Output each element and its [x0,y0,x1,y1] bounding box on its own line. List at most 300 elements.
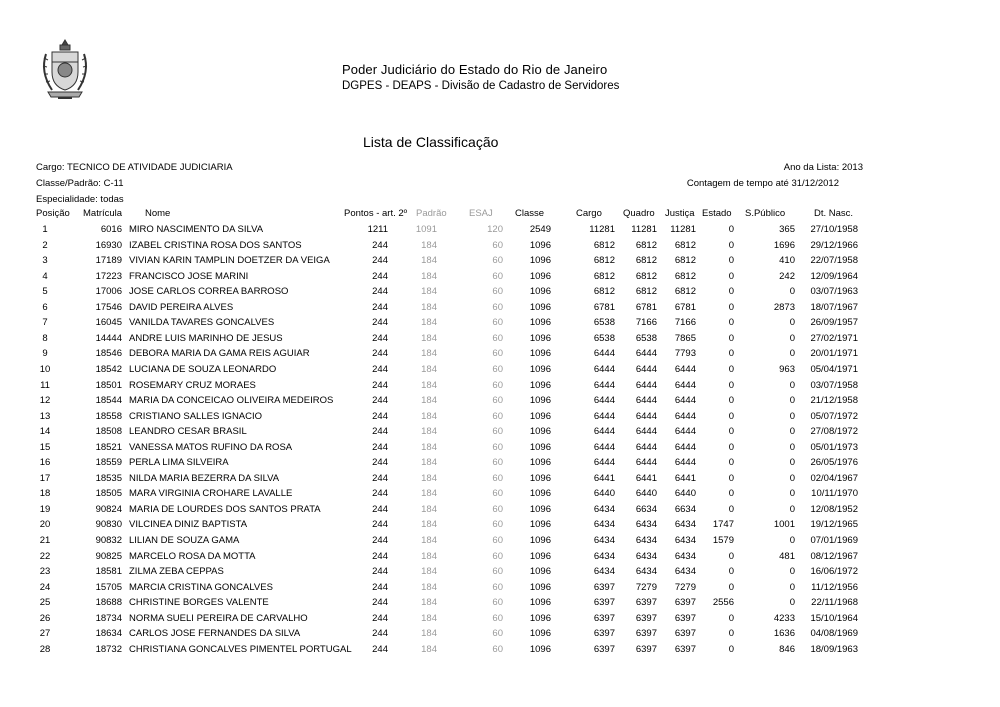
cell-padrao: 184 [421,597,437,609]
cell-esaj: 60 [492,597,503,609]
table-row [0,457,1000,473]
cell-estado: 0 [728,286,734,298]
cell-dtnasc: 05/04/1971 [810,363,858,375]
cell-estado: 0 [728,348,734,360]
cell-posicao: 7 [42,317,48,329]
cell-padrao: 184 [421,566,437,578]
cell-classe: 1096 [529,286,551,298]
cell-nome: MARA VIRGINIA CROHARE LAVALLE [129,488,293,500]
cell-justica: 6812 [674,255,696,267]
cell-justica: 6444 [674,410,696,422]
col-header-justica: Justiça [665,208,695,219]
col-header-pontos: Pontos - art. 2º [344,208,408,219]
cell-esaj: 60 [492,239,503,251]
cell-dtnasc: 21/12/1958 [810,395,858,407]
table-row [0,582,1000,598]
cell-esaj: 60 [492,566,503,578]
cell-nome: DEBORA MARIA DA GAMA REIS AGUIAR [129,348,310,360]
cell-cargo: 6444 [593,395,615,407]
cell-padrao: 184 [421,395,437,407]
cell-matricula: 90830 [95,519,122,531]
cell-matricula: 18535 [95,472,122,484]
cell-nome: NORMA SUELI PEREIRA DE CARVALHO [129,612,308,624]
cell-cargo: 6444 [593,426,615,438]
table-row [0,411,1000,427]
cell-quadro: 7279 [635,581,657,593]
table-row [0,302,1000,318]
cell-padrao: 184 [421,612,437,624]
cell-esaj: 60 [492,332,503,344]
cell-esaj: 60 [492,270,503,282]
cell-matricula: 90832 [95,535,122,546]
cell-posicao: 15 [39,441,51,453]
table-row [0,473,1000,489]
cell-justica: 6397 [674,643,696,655]
cell-dtnasc: 05/07/1972 [810,410,858,422]
cell-nome: MARIA DE LOURDES DOS SANTOS PRATA [129,503,321,515]
cell-padrao: 184 [421,379,437,391]
cell-dtnasc: 12/08/1952 [810,503,858,515]
cell-quadro: 6434 [635,566,657,578]
cell-estado: 0 [728,472,734,484]
cell-cargo: 6444 [593,363,615,375]
cell-estado: 0 [728,224,734,235]
cell-padrao: 184 [421,410,437,422]
cell-nome: VANILDA TAVARES GONCALVES [129,317,275,329]
cell-justica: 6444 [674,395,696,407]
cell-nome: JOSE CARLOS CORREA BARROSO [129,286,289,298]
cell-spublico: 963 [779,363,795,375]
table-row [0,442,1000,458]
cell-padrao: 184 [421,363,437,375]
cell-matricula: 90825 [95,550,122,562]
cell-spublico: 0 [789,566,795,578]
especialidade-label: Especialidade: todas [36,194,124,205]
cell-posicao: 18 [39,488,51,500]
cell-quadro: 6812 [635,239,657,251]
cell-quadro: 6812 [635,286,657,298]
cell-posicao: 23 [39,566,51,578]
cell-padrao: 184 [421,441,437,453]
cell-justica: 6440 [674,488,696,500]
cell-nome: ZILMA ZEBA CEPPAS [129,566,224,578]
cell-pontos: 244 [372,363,388,375]
cell-nome: LEANDRO CESAR BRASIL [129,426,247,438]
cell-pontos: 244 [372,255,388,267]
cell-classe: 1096 [529,643,551,655]
cell-justica: 6397 [674,612,696,624]
col-header-quadro: Quadro [623,208,655,219]
cell-pontos: 244 [372,643,388,655]
cell-estado: 0 [728,488,734,500]
cell-pontos: 244 [372,441,388,453]
cell-cargo: 6444 [593,441,615,453]
cell-matricula: 16045 [95,317,122,329]
cell-nome: NILDA MARIA BEZERRA DA SILVA [129,472,280,484]
cell-pontos: 244 [372,628,388,640]
table-row [0,364,1000,380]
cell-posicao: 28 [39,643,51,655]
cell-posicao: 25 [39,597,51,609]
cell-cargo: 6444 [593,379,615,391]
cell-justica: 7865 [674,332,696,344]
cell-classe: 1096 [529,519,551,531]
cell-justica: 6434 [674,535,696,546]
col-header-spublico: S.Público [745,208,786,219]
cell-posicao: 11 [40,379,50,391]
cell-pontos: 244 [372,472,388,484]
cell-cargo: 6434 [593,566,615,578]
cell-pontos: 244 [372,597,388,609]
cell-pontos: 244 [372,395,388,407]
cell-dtnasc: 18/09/1963 [810,643,858,655]
cell-pontos: 244 [372,426,388,438]
cell-estado: 0 [728,332,734,344]
cell-classe: 1096 [529,628,551,640]
cell-spublico: 0 [789,317,795,329]
cell-justica: 6434 [674,519,696,531]
cell-matricula: 18558 [95,410,122,422]
cell-estado: 0 [728,581,734,593]
cell-padrao: 184 [421,239,437,251]
col-header-dtnasc: Dt. Nasc. [814,208,854,219]
cell-quadro: 6812 [635,255,657,267]
table-row [0,597,1000,613]
cell-quadro: 6444 [635,348,657,360]
cell-justica: 6444 [674,363,696,375]
cell-cargo: 6812 [593,270,615,282]
cell-quadro: 6538 [635,332,657,344]
cell-dtnasc: 19/12/1965 [810,519,858,531]
coat-of-arms-logo [36,36,94,104]
table-row [0,380,1000,396]
cell-estado: 0 [728,441,734,453]
cell-posicao: 24 [39,581,51,593]
cell-matricula: 15705 [95,581,122,593]
cell-classe: 1096 [529,255,551,267]
cell-pontos: 244 [372,457,388,469]
cell-pontos: 244 [372,348,388,360]
cell-matricula: 14444 [95,332,122,344]
table-row [0,271,1000,287]
cell-padrao: 184 [421,332,437,344]
cell-classe: 1096 [529,612,551,624]
cell-matricula: 18508 [95,426,122,438]
cell-justica: 6434 [674,550,696,562]
cell-nome: FRANCISCO JOSE MARINI [129,270,249,282]
cell-cargo: 6397 [593,581,615,593]
cell-dtnasc: 03/07/1963 [810,286,858,298]
cell-pontos: 244 [372,519,388,531]
cell-cargo: 6444 [593,348,615,360]
col-header-padrao: Padrão [416,208,447,219]
cell-matricula: 18505 [95,488,122,500]
cell-posicao: 17 [39,472,51,484]
cell-dtnasc: 18/07/1967 [810,301,858,313]
list-year: Ano da Lista: 2013 [783,162,863,173]
cell-quadro: 6434 [635,535,657,546]
cell-estado: 0 [728,410,734,422]
cell-spublico: 2873 [773,301,795,313]
cell-estado: 0 [728,566,734,578]
cell-cargo: 6812 [593,239,615,251]
cell-classe: 1096 [529,363,551,375]
cell-dtnasc: 29/12/1966 [810,239,858,251]
cell-classe: 1096 [529,426,551,438]
cell-classe: 1096 [529,317,551,329]
cell-dtnasc: 10/11/1970 [811,488,858,500]
department-name: DGPES - DEAPS - Divisão de Cadastro de Servidores [342,80,620,92]
cell-justica: 6812 [674,239,696,251]
cell-justica: 6397 [674,597,696,609]
cell-padrao: 184 [421,643,437,655]
cell-posicao: 9 [42,348,48,360]
cell-quadro: 6397 [635,643,657,655]
col-header-esaj: ESAJ [469,208,493,219]
table-row [0,426,1000,442]
cell-spublico: 0 [789,379,795,391]
cell-esaj: 60 [492,410,503,422]
cell-quadro: 6444 [635,395,657,407]
cell-justica: 6444 [674,379,696,391]
cell-estado: 0 [728,426,734,438]
cell-esaj: 60 [492,301,503,313]
cell-pontos: 244 [372,270,388,282]
table-row [0,255,1000,271]
cell-dtnasc: 27/08/1972 [810,426,858,438]
cell-nome: VILCINEA DINIZ BAPTISTA [129,519,248,531]
cell-posicao: 6 [42,301,48,313]
cell-quadro: 6397 [635,597,657,609]
cell-spublico: 846 [779,643,795,655]
cell-estado: 0 [728,395,734,407]
cell-cargo: 6441 [593,472,615,484]
cell-dtnasc: 08/12/1967 [810,550,858,562]
cell-spublico: 0 [789,457,795,469]
cell-estado: 0 [728,628,734,640]
cell-pontos: 244 [372,301,388,313]
cell-classe: 1096 [529,503,551,515]
cell-posicao: 13 [39,410,51,422]
cell-classe: 1096 [529,535,551,546]
cell-padrao: 184 [421,472,437,484]
cell-dtnasc: 11/12/1956 [811,581,858,593]
cell-estado: 0 [728,643,734,655]
cell-esaj: 60 [492,457,503,469]
cell-estado: 0 [728,612,734,624]
cell-pontos: 244 [372,612,388,624]
cell-pontos: 244 [372,581,388,593]
cell-classe: 1096 [529,270,551,282]
cell-cargo: 6538 [593,317,615,329]
cell-pontos: 244 [372,566,388,578]
cell-posicao: 5 [42,286,48,298]
cell-matricula: 18688 [95,597,122,609]
cell-padrao: 184 [421,301,437,313]
cell-pontos: 244 [372,488,388,500]
cell-padrao: 184 [421,535,437,546]
cell-pontos: 244 [372,286,388,298]
cell-classe: 1096 [529,395,551,407]
cell-dtnasc: 16/06/1972 [810,566,858,578]
cell-classe: 1096 [529,597,551,609]
cell-posicao: 10 [39,363,51,375]
cell-dtnasc: 22/11/1968 [811,597,858,609]
cell-dtnasc: 26/05/1976 [810,457,858,469]
cell-pontos: 244 [372,410,388,422]
cell-nome: DAVID PEREIRA ALVES [129,301,234,313]
cell-padrao: 184 [421,550,437,562]
cell-esaj: 60 [492,488,503,500]
cell-padrao: 184 [421,255,437,267]
table-row [0,395,1000,411]
cell-cargo: 6397 [593,628,615,640]
cell-nome: MIRO NASCIMENTO DA SILVA [129,224,264,235]
cell-matricula: 18542 [95,363,122,375]
cell-estado: 0 [728,239,734,251]
cell-nome: MARCELO ROSA DA MOTTA [129,550,256,562]
cell-esaj: 60 [492,348,503,360]
cell-estado: 0 [728,255,734,267]
organization-name: Poder Judiciário do Estado do Rio de Janeiro [342,62,608,77]
cell-cargo: 6444 [593,457,615,469]
cell-dtnasc: 04/08/1969 [810,628,858,640]
cell-padrao: 184 [421,628,437,640]
cell-cargo: 6434 [593,503,615,515]
cell-spublico: 0 [789,426,795,438]
cell-posicao: 19 [39,503,51,515]
cell-justica: 6434 [674,566,696,578]
cell-padrao: 184 [421,286,437,298]
col-header-classe: Classe [515,208,545,219]
cell-quadro: 6812 [635,270,657,282]
cell-matricula: 18501 [95,379,122,391]
cell-dtnasc: 07/01/1969 [810,535,858,546]
cell-dtnasc: 03/07/1958 [810,379,858,391]
cell-quadro: 6781 [635,301,657,313]
cell-cargo: 6397 [593,612,615,624]
cell-esaj: 60 [492,519,503,531]
cell-esaj: 60 [492,612,503,624]
cell-estado: 0 [728,317,734,329]
cell-justica: 7793 [674,348,696,360]
cell-quadro: 6444 [635,457,657,469]
cell-matricula: 17006 [95,286,122,298]
cell-padrao: 1091 [415,224,437,235]
cell-quadro: 6440 [635,488,657,500]
cell-matricula: 16930 [95,239,122,251]
cell-cargo: 6781 [593,301,615,313]
cell-estado: 0 [728,270,734,282]
cell-spublico: 1636 [773,628,795,640]
cell-esaj: 60 [492,643,503,655]
cell-posicao: 2 [42,239,48,251]
cell-spublico: 4233 [773,612,795,624]
cell-nome: ANDRE LUIS MARINHO DE JESUS [129,332,283,344]
cell-quadro: 11281 [631,224,657,235]
cell-classe: 1096 [529,472,551,484]
page-title: Lista de Classificação [363,134,499,150]
cell-justica: 7279 [674,581,696,593]
cell-padrao: 184 [421,348,437,360]
cell-pontos: 244 [372,332,388,344]
cell-cargo: 6434 [593,535,615,546]
cell-esaj: 60 [492,441,503,453]
cell-dtnasc: 05/01/1973 [810,441,858,453]
cell-padrao: 184 [421,317,437,329]
cell-posicao: 14 [39,426,51,438]
cell-dtnasc: 12/09/1964 [810,270,858,282]
cell-justica: 6444 [674,426,696,438]
cell-quadro: 6444 [635,410,657,422]
cell-posicao: 20 [39,519,51,531]
cell-justica: 6812 [674,270,696,282]
cell-estado: 0 [728,457,734,469]
cell-spublico: 0 [789,472,795,484]
cell-dtnasc: 20/01/1971 [810,348,858,360]
cell-esaj: 60 [492,379,503,391]
cell-matricula: 90824 [95,503,122,515]
cell-cargo: 6538 [593,332,615,344]
cell-quadro: 6444 [635,441,657,453]
table-row [0,286,1000,302]
cell-matricula: 18521 [95,441,122,453]
table-row [0,240,1000,256]
table-row [0,519,1000,535]
table-header [0,208,1000,224]
cell-spublico: 0 [789,348,795,360]
cell-justica: 6812 [674,286,696,298]
cell-dtnasc: 27/02/1971 [810,332,858,344]
cell-esaj: 60 [492,255,503,267]
cell-posicao: 3 [42,255,48,267]
cargo-label: Cargo: TECNICO DE ATIVIDADE JUDICIARIA [36,162,233,173]
cell-spublico: 0 [789,332,795,344]
cell-nome: PERLA LIMA SILVEIRA [129,457,229,469]
cell-spublico: 0 [789,503,795,515]
cell-estado: 0 [728,503,734,515]
cell-justica: 11281 [670,224,696,235]
cell-quadro: 6634 [635,503,657,515]
cell-matricula: 18559 [95,457,122,469]
cell-esaj: 60 [492,581,503,593]
cell-esaj: 120 [487,224,503,235]
table-row [0,644,1000,660]
cell-pontos: 244 [372,239,388,251]
cell-posicao: 16 [39,457,51,469]
cell-matricula: 18734 [95,612,122,624]
cell-nome: CHRISTIANA GONCALVES PIMENTEL PORTUGAL [129,643,352,655]
table-row [0,613,1000,629]
cell-padrao: 184 [421,488,437,500]
table-row [0,488,1000,504]
cell-matricula: 18732 [95,643,122,655]
cell-pontos: 1211 [367,224,388,235]
cell-estado: 1579 [712,535,734,546]
cell-matricula: 18634 [95,628,122,640]
cell-spublico: 0 [789,286,795,298]
table-row [0,224,1000,240]
cell-estado: 2556 [712,597,734,609]
cell-classe: 1096 [529,410,551,422]
cell-classe: 2549 [529,224,551,235]
table-row [0,566,1000,582]
cell-classe: 1096 [529,457,551,469]
cell-padrao: 184 [421,581,437,593]
cell-quadro: 7166 [635,317,657,329]
cell-pontos: 244 [372,379,388,391]
cell-matricula: 18581 [95,566,122,578]
